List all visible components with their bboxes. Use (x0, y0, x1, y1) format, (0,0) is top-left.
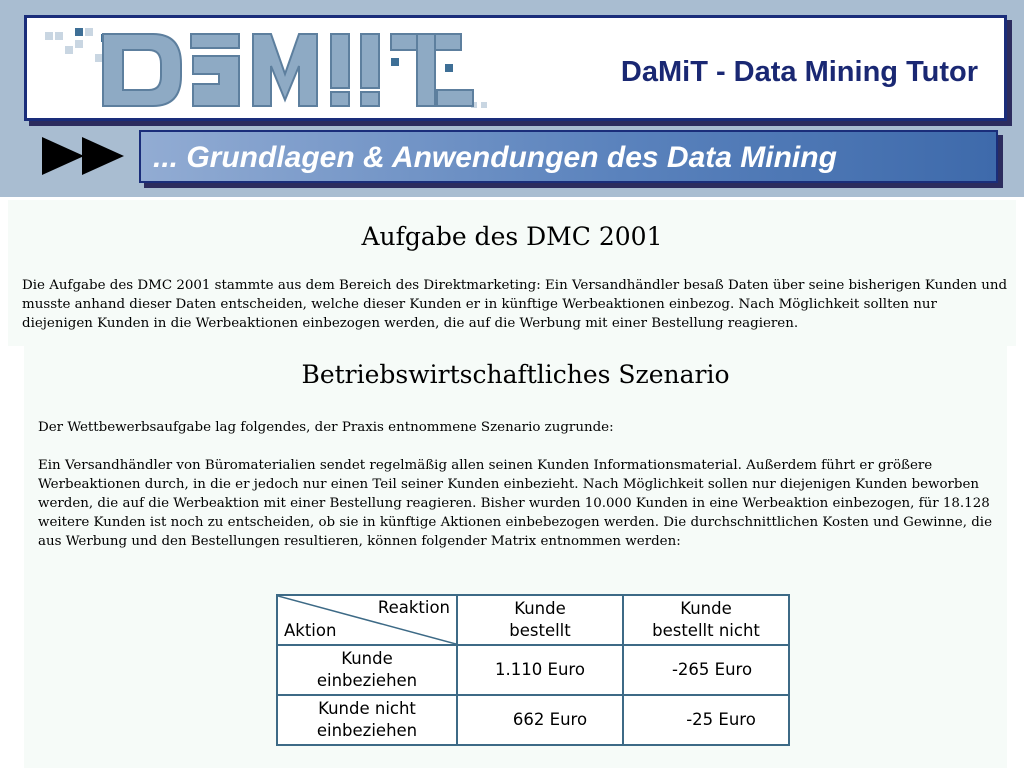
scenario-intro: Der Wettbewerbsaufgabe lag folgendes, der Praxis entnommene Szenario zugrunde: (38, 420, 614, 435)
table-row (277, 695, 789, 745)
subtitle-bar (139, 130, 998, 183)
scenario-heading: Betriebswirtschaftliches Szenario (301, 360, 730, 389)
corner-label-aktion: Aktion (284, 621, 337, 640)
scenario-paragraph: Ein Versandhändler von Büromaterialien sendet regelmäßig allen seinen Kunden Informationsmaterial. Außerdem führt er größere Werbeaktionen durch, in die er jedoch nur einen Teil seiner Kunden einbezieht. Nach Möglichkeit sollen nur diejenigen Kunden beworben werden, die auf die Werbeaktion mit einer Bestellung reagieren. Bisher wurden 10.000 Kunden in eine Werbeaktion einbezogen, für 18.128 weitere Kunden ist noch zu entscheiden, ob sie in künftige Aktionen einbebezogen werden. Die durchschnittlichen Kosten und Gewinne, die aus Werbung und den Bestellungen resultieren, können folgender Matrix entnommen werden: (38, 458, 993, 549)
row-label-line: einbeziehen (316, 671, 418, 690)
subtitle-text: ... Grundlagen & Anwendungen des Data Mining (153, 141, 837, 174)
row-label (277, 645, 457, 695)
value-cell: 1.110 Euro (457, 645, 623, 695)
table-row (277, 645, 789, 695)
damit-logo (41, 24, 501, 116)
row-label (277, 695, 457, 745)
dmc-task-paragraph: Die Aufgabe des DMC 2001 stammte aus dem Bereich des Direktmarketing: Ein Versandhändler besaß Daten über seine bisherigen Kunden und musste anhand dieser Daten entscheiden, welche dieser Kunden er in künftige Werbeaktionen einbezog. Nach Möglichkeit sollten nur diejenigen Kunden in die Werbeaktionen einbezogen werden, die auf die Werbung mit einer Bestellung reagieren. (22, 278, 1008, 331)
col-header-line: Kunde (680, 599, 732, 618)
value-cell: 662 Euro (457, 695, 623, 745)
value-cell: -25 Euro (623, 695, 789, 745)
header-box (24, 15, 1007, 121)
col-header-line: bestellt nicht (652, 621, 760, 640)
col-header-line: bestellt (509, 621, 571, 640)
double-arrow-icon (42, 137, 128, 175)
row-label-line: Kunde (341, 649, 393, 668)
value-cell: -265 Euro (623, 645, 789, 695)
corner-label-reaktion: Reaktion (377, 598, 450, 617)
col-header-bestellt (457, 595, 623, 645)
col-header-bestellt-nicht (623, 595, 789, 645)
matrix-corner-cell (277, 595, 457, 645)
app-title: DaMiT - Data Mining Tutor (620, 56, 978, 88)
matrix-header-row (277, 595, 789, 645)
col-header-line: Kunde (514, 599, 566, 618)
row-label-line: einbeziehen (316, 721, 418, 740)
scenario-panel (24, 346, 1007, 768)
cost-matrix-table (276, 594, 790, 746)
dmc-task-panel (8, 200, 1016, 346)
row-label-line: Kunde nicht (318, 699, 416, 718)
dmc-task-heading: Aufgabe des DMC 2001 (361, 222, 663, 251)
